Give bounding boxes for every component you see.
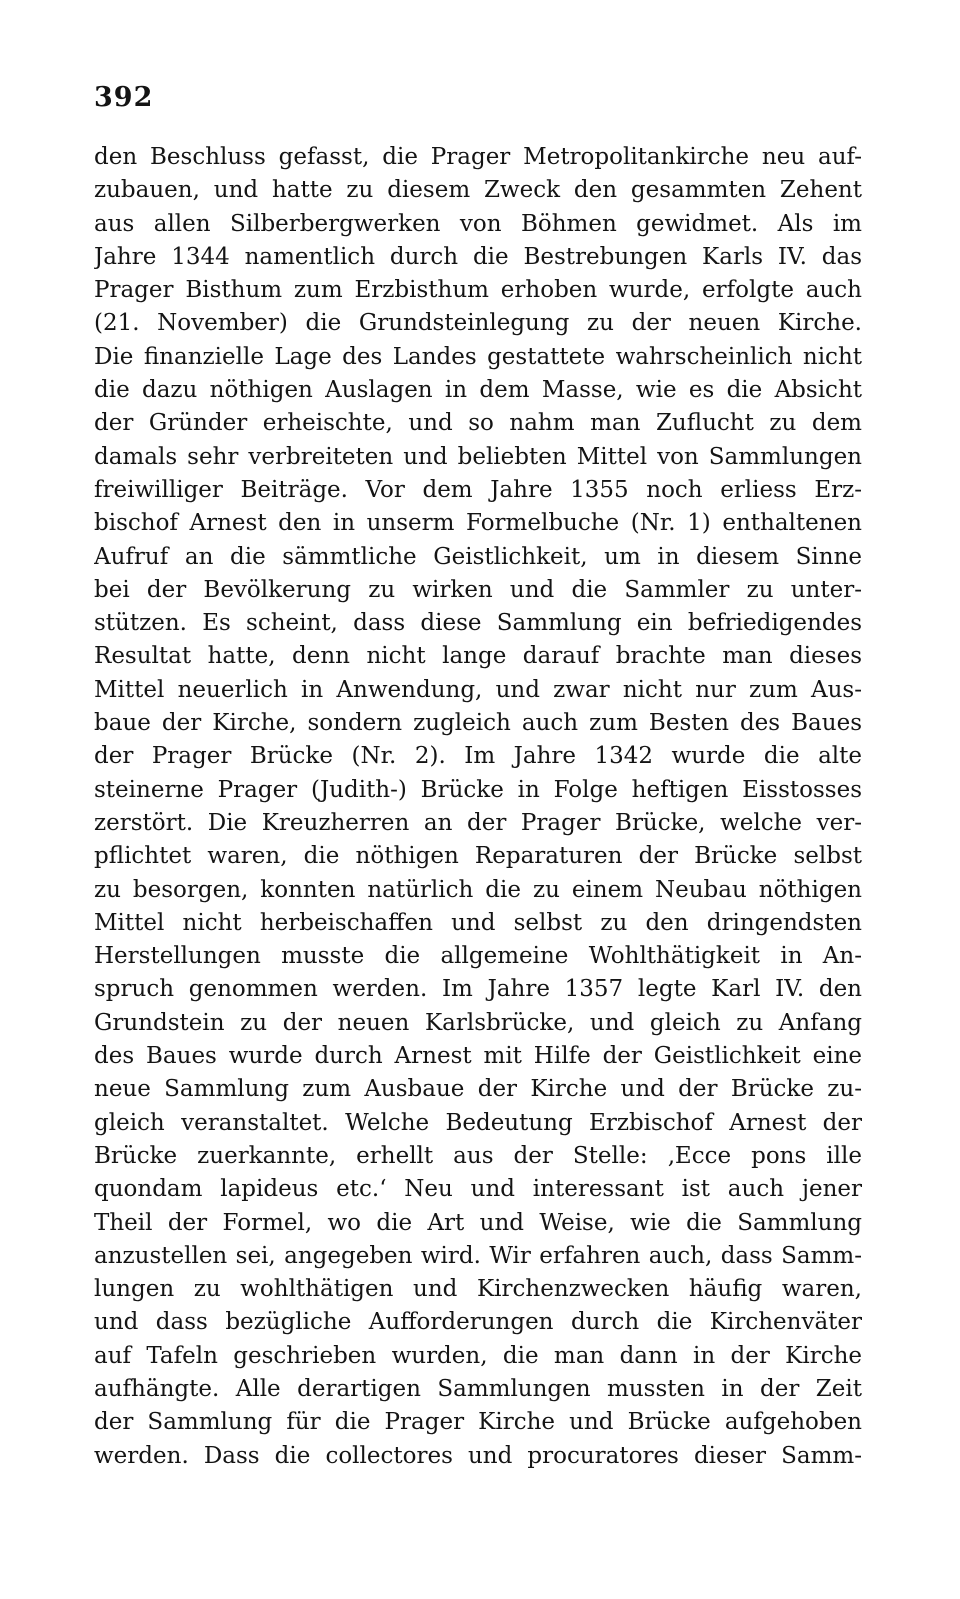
text-line: gleich veranstaltet. Welche Bedeutung Erzbischof Arnest der <box>94 1109 862 1136</box>
page-number: 392 <box>94 82 154 113</box>
text-line: aufhängte. Alle derartigen Sammlungen mussten in der Zeit <box>94 1375 862 1402</box>
text-line: neue Sammlung zum Ausbaue der Kirche und der Brücke zu- <box>94 1076 862 1103</box>
text-line: zerstört. Die Kreuzherren an der Prager Brücke, welche ver- <box>94 809 862 836</box>
text-line: anzustellen sei, angegeben wird. Wir erfahren auch, dass Samm- <box>94 1242 862 1269</box>
text-line: lungen zu wohlthätigen und Kirchenzwecken häufig waren, <box>94 1276 862 1303</box>
text-line: der Sammlung für die Prager Kirche und Brücke aufgehoben <box>94 1409 862 1436</box>
text-line: aus allen Silberbergwerken von Böhmen gewidmet. Als im <box>94 210 862 237</box>
text-line: baue der Kirche, sondern zugleich auch zum Besten des Baues <box>94 710 862 737</box>
text-line: der Prager Brücke (Nr. 2). Im Jahre 1342 wurde die alte <box>94 743 862 770</box>
text-line: auf Tafeln geschrieben wurden, die man dann in der Kirche <box>94 1342 862 1369</box>
text-line: Jahre 1344 namentlich durch die Bestrebungen Karls IV. das <box>94 243 862 270</box>
text-line: steinerne Prager (Judith-) Brücke in Folge heftigen Eisstosses <box>94 776 862 803</box>
text-line: spruch genommen werden. Im Jahre 1357 legte Karl IV. den <box>94 976 862 1003</box>
text-line: Prager Bisthum zum Erzbisthum erhoben wurde, erfolgte auch <box>94 277 862 304</box>
text-line: damals sehr verbreiteten und beliebten Mittel von Sammlungen <box>94 443 862 470</box>
text-line: bischof Arnest den in unserm Formelbuche (Nr. 1) enthaltenen <box>94 510 862 537</box>
text-line: der Gründer erheischte, und so nahm man Zuflucht zu dem <box>94 410 862 437</box>
text-line: Theil der Formel, wo die Art und Weise, wie die Sammlung <box>94 1209 862 1236</box>
text-line: stützen. Es scheint, dass diese Sammlung ein befriedigendes <box>94 610 862 637</box>
text-line: quondam lapideus etc.‘ Neu und interessant ist auch jener <box>94 1176 862 1203</box>
text-line: Mittel neuerlich in Anwendung, und zwar nicht nur zum Aus- <box>94 676 862 703</box>
text-line: zu besorgen, konnten natürlich die zu einem Neubau nöthigen <box>94 876 862 903</box>
text-line: Resultat hatte, denn nicht lange darauf brachte man dieses <box>94 643 862 670</box>
text-line: Aufruf an die sämmtliche Geistlichkeit, um in diesem Sinne <box>94 543 862 570</box>
text-line: bei der Bevölkerung zu wirken und die Sammler zu unter- <box>94 576 862 603</box>
text-line: werden. Dass die collectores und procuratores dieser Samm- <box>94 1442 862 1469</box>
body-text <box>94 141 862 1473</box>
text-line: die dazu nöthigen Auslagen in dem Masse, wie es die Absicht <box>94 377 862 404</box>
text-line: (21. November) die Grundsteinlegung zu der neuen Kirche. <box>94 310 862 337</box>
text-line: Herstellungen musste die allgemeine Wohlthätigkeit in An- <box>94 943 862 970</box>
text-line: zubauen, und hatte zu diesem Zweck den gesammten Zehent <box>94 177 862 204</box>
text-line: Die finanzielle Lage des Landes gestattete wahrscheinlich nicht <box>94 343 862 370</box>
text-line: und dass bezügliche Aufforderungen durch die Kirchenväter <box>94 1309 862 1336</box>
text-line: Mittel nicht herbeischaffen und selbst zu den dringendsten <box>94 909 862 936</box>
text-line: den Beschluss gefasst, die Prager Metropolitankirche neu auf- <box>94 144 862 170</box>
text-line: pflichtet waren, die nöthigen Reparaturen der Brücke selbst <box>94 843 862 870</box>
text-line: Brücke zuerkannte, erhellt aus der Stelle: ‚Ecce pons ille <box>94 1142 862 1169</box>
text-line: des Baues wurde durch Arnest mit Hilfe der Geistlichkeit eine <box>94 1043 862 1070</box>
text-line: Grundstein zu der neuen Karlsbrücke, und gleich zu Anfang <box>94 1009 862 1036</box>
text-line: freiwilliger Beiträge. Vor dem Jahre 1355 noch erliess Erz- <box>94 476 862 503</box>
